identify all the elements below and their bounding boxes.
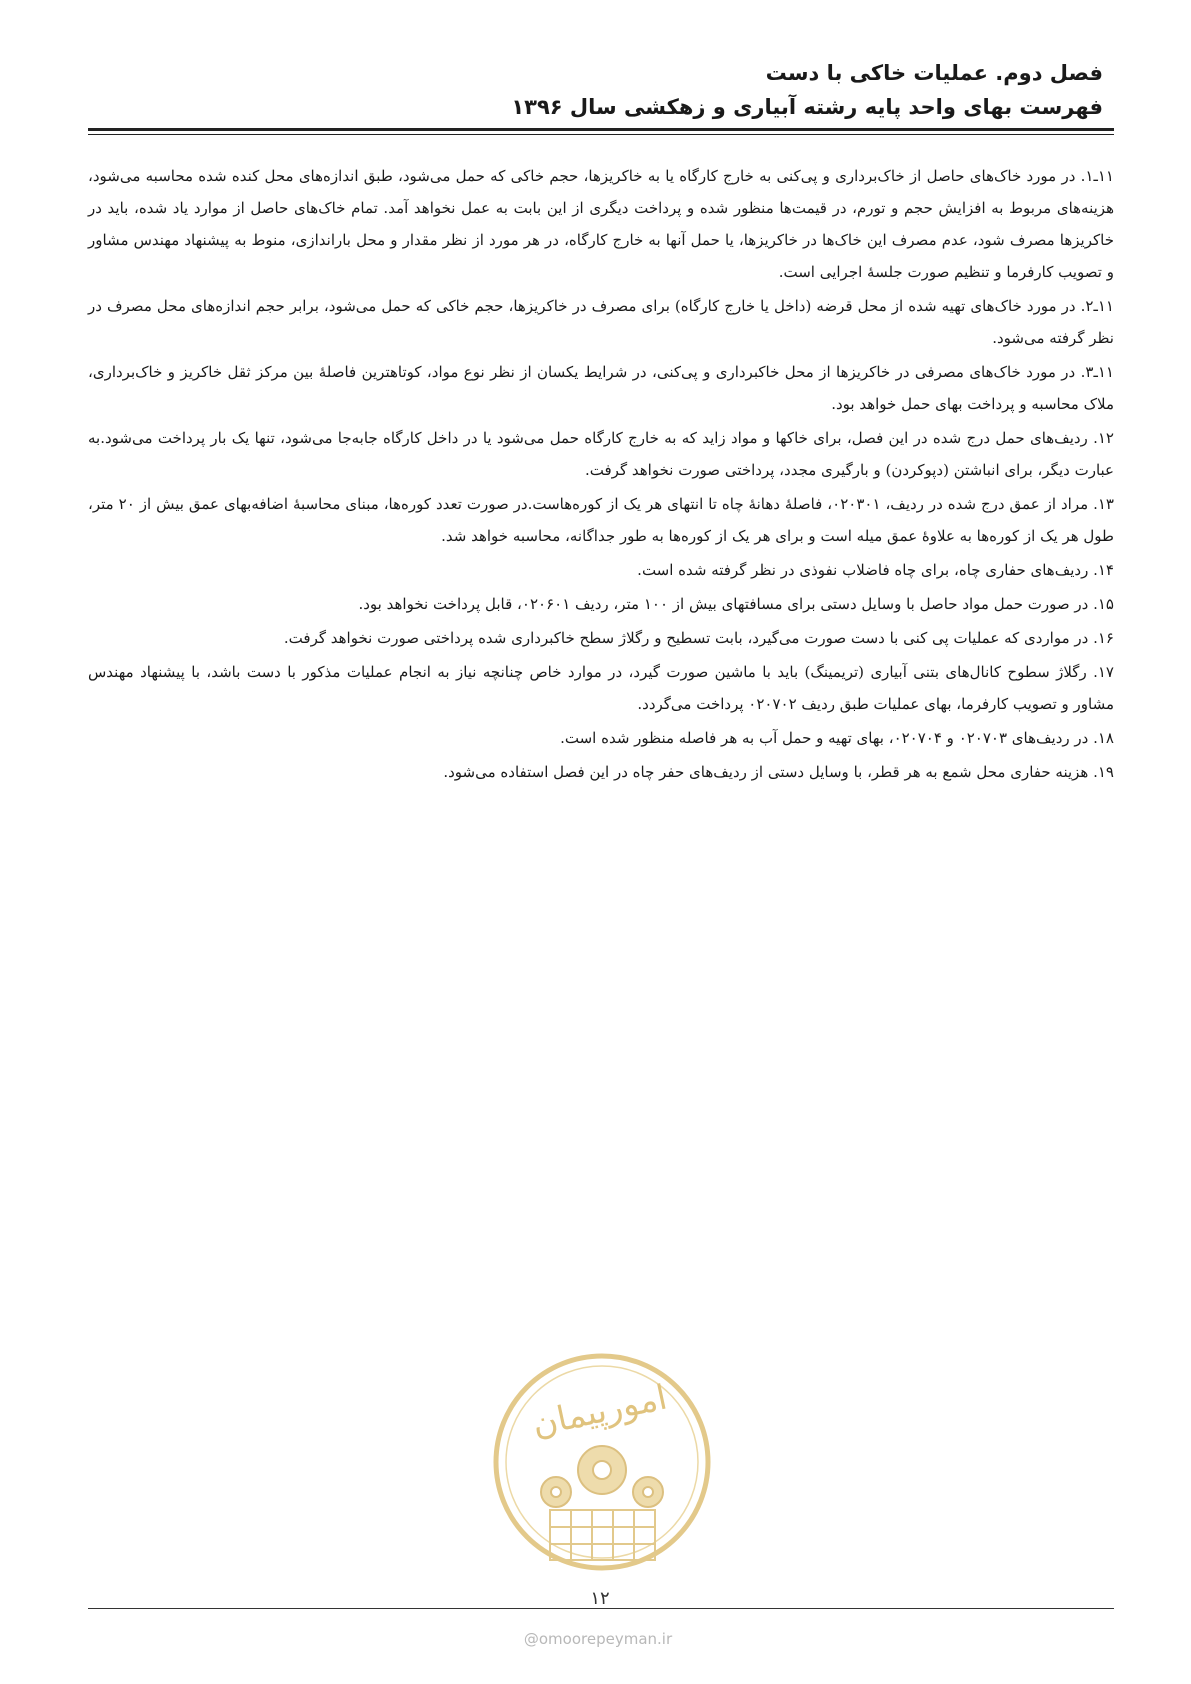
website-watermark: @omoorepeyman.ir — [523, 1630, 673, 1648]
header-rule-thin — [88, 134, 1114, 135]
paragraph-19: ۱۹. هزینه حفاری محل شمع به هر قطر، با وسایل دستی از ردیف‌های حفر چاه در این فصل استفاده می‌شود. — [443, 763, 1114, 781]
svg-text:امورپیمان: امورپیمان — [528, 1377, 671, 1445]
header-rule-thick — [88, 128, 1114, 131]
document-subtitle: فهرست بهای واحد پایه رشته آبیاری و زهکشی سال ۱۳۹۶ — [511, 95, 1103, 119]
paragraph-13: ۱۳. مراد از عمق درج شده در ردیف، ۰۲۰۳۰۱، فاصلهٔ دهانهٔ چاه تا انتهای هر یک از کوره‌هاست.در صورت تعدد کوره‌ها، مبنای محاسبهٔ اضافه‌بهای عمق بیش از ۲۰ متر، طول هر یک از کوره‌ها به علاوهٔ عمق میله است و برای هر یک از کوره‌ها به طور جداگانه، محاسبه خواهد شد. — [88, 495, 1114, 545]
paragraph-17: ۱۷. رگلاژ سطوح کانال‌های بتنی آبیاری (تریمینگ) باید با ماشین صورت گیرد، در موارد خاص چنانچه نیاز به انجام عملیات مذکور با دست باشد، با پیشنهاد مهندس مشاور و تصویب کارفرما، بهای عملیات طبق ردیف ۰۲۰۷۰۲ پرداخت می‌گردد. — [88, 663, 1114, 713]
paragraph-14: ۱۴. ردیف‌های حفاری چاه، برای چاه فاضلاب نفوذی در نظر گرفته شده است. — [637, 561, 1114, 579]
paragraph-12: ۱۲. ردیف‌های حمل درج شده در این فصل، برای خاکها و مواد زاید که به خارج کارگاه حمل می‌شود یا در داخل کارگاه جابه‌جا می‌شود، تنها یک بار پرداخت می‌شود.به عبارت دیگر، برای انباشتن (دپوکردن) و بارگیری مجدد، پرداختی صورت نخواهد گرفت. — [88, 429, 1114, 479]
paragraph-11-2: ۱۱ـ۲. در مورد خاک‌های تهیه شده از محل قرضه (داخل یا خارج کارگاه) برای مصرف در خاکریزها، حجم خاکی که حمل می‌شود، برابر حجم اندازه‌های محل مصرف در نظر گرفته می‌شود. — [88, 297, 1114, 347]
seal-logo — [490, 1350, 715, 1575]
body-text — [88, 160, 1114, 790]
paragraph-11-1: ۱۱ـ۱. در مورد خاک‌های حاصل از خاک‌برداری و پی‌کنی به خارج کارگاه یا به خاکریزها، حجم خاکی که حمل می‌شود، طبق اندازه‌های محل کنده شده محاسبه می‌شود، هزینه‌های مربوط به افزایش حجم و تورم، در قیمت‌ها منظور شده و پرداخت دیگری از این بابت به عمل نخواهد آمد. تمام خاک‌های حاصل از موارد یاد شده، باید در خاکریزها مصرف شود، عدم مصرف این خاک‌ها در خاکریزها، یا حمل آنها به خارج کارگاه، در هر مورد از نظر مقدار و محل باراندازی، منوط به پیشنهاد مهندس مشاور و تصویب کارفرما و تنظیم صورت جلسهٔ اجرایی است. — [88, 167, 1114, 281]
chapter-title: فصل دوم. عملیات خاکی با دست — [765, 61, 1103, 85]
paragraph-15: ۱۵. در صورت حمل مواد حاصل با وسایل دستی برای مسافتهای بیش از ۱۰۰ متر، ردیف ۰۲۰۶۰۱، قابل پرداخت نخواهد بود. — [358, 595, 1114, 613]
paragraph-16: ۱۶. در مواردی که عملیات پی کنی با دست صورت می‌گیرد، بابت تسطیح و رگلاژ سطح خاکبرداری شده پرداختی صورت نخواهد گرفت. — [283, 629, 1114, 647]
page-header — [88, 56, 1103, 124]
page-number: ۱۲ — [590, 1588, 610, 1609]
paragraph-11-3: ۱۱ـ۳. در مورد خاک‌های مصرفی در خاکریزها از محل خاکبرداری و پی‌کنی، در شرایط یکسان از نظر نوع مواد، کوتاهترین فاصلهٔ بین مرکز ثقل خاکریز و خاک‌برداری، ملاک محاسبه و پرداخت بهای حمل خواهد بود. — [88, 363, 1114, 413]
paragraph-18: ۱۸. در ردیف‌های ۰۲۰۷۰۳ و ۰۲۰۷۰۴، بهای تهیه و حمل آب به هر فاصله منظور شده است. — [560, 729, 1114, 747]
